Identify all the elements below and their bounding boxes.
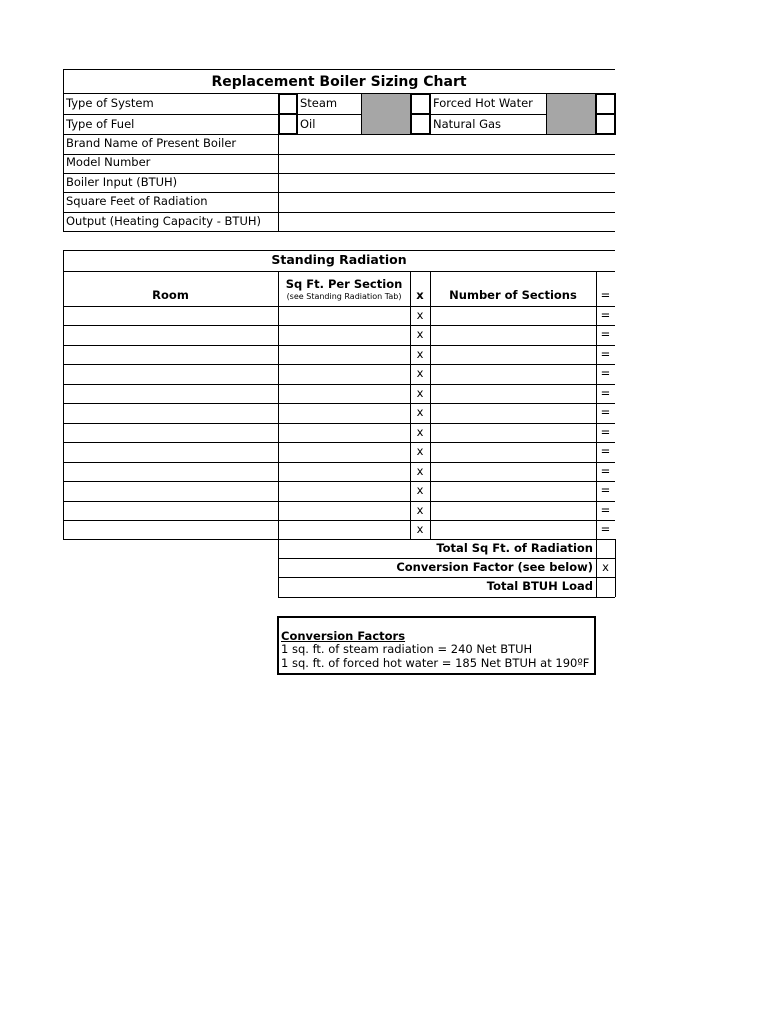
room-cell[interactable]	[64, 346, 278, 364]
sqft-per-section-cell[interactable]	[279, 326, 410, 345]
oil-label: Oil	[300, 117, 316, 131]
total-sqft-label: Total Sq Ft. of Radiation	[436, 541, 593, 555]
output-label: Output (Heating Capacity - BTUH)	[66, 214, 261, 228]
conversion-factor-label: Conversion Factor (see below)	[396, 560, 593, 574]
multiply-sign: x	[416, 366, 424, 380]
sqft-per-section-cell[interactable]	[279, 463, 410, 481]
equals-sign: =	[600, 444, 611, 458]
sqft-per-section-cell[interactable]	[279, 482, 410, 501]
room-cell[interactable]	[64, 404, 278, 423]
square-feet-label: Square Feet of Radiation	[66, 194, 208, 208]
number-of-sections-cell[interactable]	[431, 404, 596, 423]
forced-hot-water-label: Forced Hot Water	[433, 96, 533, 110]
multiply-sign: x	[416, 464, 424, 478]
multiply-sign: x	[416, 483, 424, 497]
equals-sign: =	[600, 366, 611, 380]
conversion-factors-title: Conversion Factors	[281, 629, 406, 643]
square-feet-field[interactable]	[279, 193, 615, 212]
type-of-system-label: Type of System	[66, 96, 154, 110]
multiply-sign: x	[416, 347, 424, 361]
brand-name-label: Brand Name of Present Boiler	[66, 136, 237, 150]
multiply-sign: x	[416, 386, 424, 400]
multiply-sign: x	[416, 308, 424, 322]
number-of-sections-header: Number of Sections	[449, 288, 577, 302]
multiply-sign: x	[416, 327, 424, 341]
x-header: x	[416, 288, 424, 302]
total-btuh-label: Total BTUH Load	[486, 579, 593, 593]
boiler-input-field[interactable]	[279, 174, 615, 192]
oil-checkbox[interactable]	[278, 113, 298, 135]
room-cell[interactable]	[64, 443, 278, 462]
natural-gas-label: Natural Gas	[433, 117, 502, 131]
total-btuh-field[interactable]	[597, 578, 615, 596]
sqft-per-section-cell[interactable]	[279, 365, 410, 384]
multiply-sign: x	[416, 444, 424, 458]
equals-sign: =	[600, 483, 611, 497]
room-cell[interactable]	[64, 482, 278, 501]
room-cell[interactable]	[64, 385, 278, 403]
number-of-sections-cell[interactable]	[431, 502, 596, 520]
equals-sign: =	[600, 425, 611, 439]
equals-sign: =	[600, 327, 611, 341]
sqft-per-section-cell[interactable]	[279, 502, 410, 520]
equals-sign: =	[600, 503, 611, 517]
number-of-sections-cell[interactable]	[431, 463, 596, 481]
equals-sign: =	[600, 308, 611, 322]
equals-sign: =	[600, 386, 611, 400]
sqft-per-section-cell[interactable]	[279, 385, 410, 403]
sqft-per-section-cell[interactable]	[279, 443, 410, 462]
brand-name-field[interactable]	[279, 135, 615, 154]
conversion-factor-steam: 1 sq. ft. of steam radiation = 240 Net BTUH	[281, 642, 533, 656]
conversion-factor-hot-water: 1 sq. ft. of forced hot water = 185 Net BTUH at 190ºF	[281, 656, 590, 670]
room-cell[interactable]	[64, 307, 278, 325]
room-cell[interactable]	[64, 424, 278, 442]
room-cell[interactable]	[64, 521, 278, 539]
number-of-sections-cell[interactable]	[431, 365, 596, 384]
equals-sign: =	[600, 347, 611, 361]
equals-sign: =	[600, 522, 611, 536]
model-number-label: Model Number	[66, 155, 151, 169]
shaded-cell	[362, 94, 410, 134]
room-cell[interactable]	[64, 502, 278, 520]
sqft-per-section-cell[interactable]	[279, 424, 410, 442]
multiply-sign: x	[416, 405, 424, 419]
number-of-sections-cell[interactable]	[431, 346, 596, 364]
type-of-fuel-label: Type of Fuel	[66, 117, 135, 131]
room-cell[interactable]	[64, 365, 278, 384]
multiply-sign: x	[416, 522, 424, 536]
sqft-per-section-subheader: (see Standing Radiation Tab)	[286, 292, 402, 301]
conversion-factors-box	[277, 616, 596, 675]
steam-checkbox[interactable]	[278, 93, 298, 115]
sqft-per-section-cell[interactable]	[279, 404, 410, 423]
number-of-sections-cell[interactable]	[431, 385, 596, 403]
sqft-per-section-cell[interactable]	[279, 521, 410, 539]
number-of-sections-cell[interactable]	[431, 521, 596, 539]
total-sqft-field[interactable]	[597, 540, 615, 558]
natural-gas-checkbox[interactable]	[410, 113, 431, 135]
room-cell[interactable]	[64, 326, 278, 345]
shaded-cell	[547, 94, 596, 134]
multiply-sign: x	[416, 425, 424, 439]
forced-hot-water-checkbox[interactable]	[410, 93, 431, 115]
steam-label: Steam	[300, 96, 338, 110]
extra-checkbox-2[interactable]	[595, 113, 616, 135]
number-of-sections-cell[interactable]	[431, 443, 596, 462]
multiply-sign: x	[416, 503, 424, 517]
output-field[interactable]	[279, 213, 615, 231]
conversion-factor-x: x	[602, 560, 609, 574]
number-of-sections-cell[interactable]	[431, 326, 596, 345]
sqft-per-section-cell[interactable]	[279, 307, 410, 325]
boiler-input-label: Boiler Input (BTUH)	[66, 175, 178, 189]
equals-sign: =	[600, 405, 611, 419]
room-header: Room	[152, 288, 189, 302]
room-cell[interactable]	[64, 463, 278, 481]
sqft-per-section-cell[interactable]	[279, 346, 410, 364]
standing-radiation-title: Standing Radiation	[271, 252, 407, 267]
number-of-sections-cell[interactable]	[431, 482, 596, 501]
extra-checkbox-1[interactable]	[595, 93, 616, 115]
sizing-chart-title: Replacement Boiler Sizing Chart	[211, 74, 467, 90]
number-of-sections-cell[interactable]	[431, 424, 596, 442]
model-number-field[interactable]	[279, 155, 615, 173]
sqft-per-section-header: Sq Ft. Per Section	[285, 277, 403, 291]
equals-sign: =	[600, 464, 611, 478]
equals-header: =	[600, 288, 611, 302]
number-of-sections-cell[interactable]	[431, 307, 596, 325]
